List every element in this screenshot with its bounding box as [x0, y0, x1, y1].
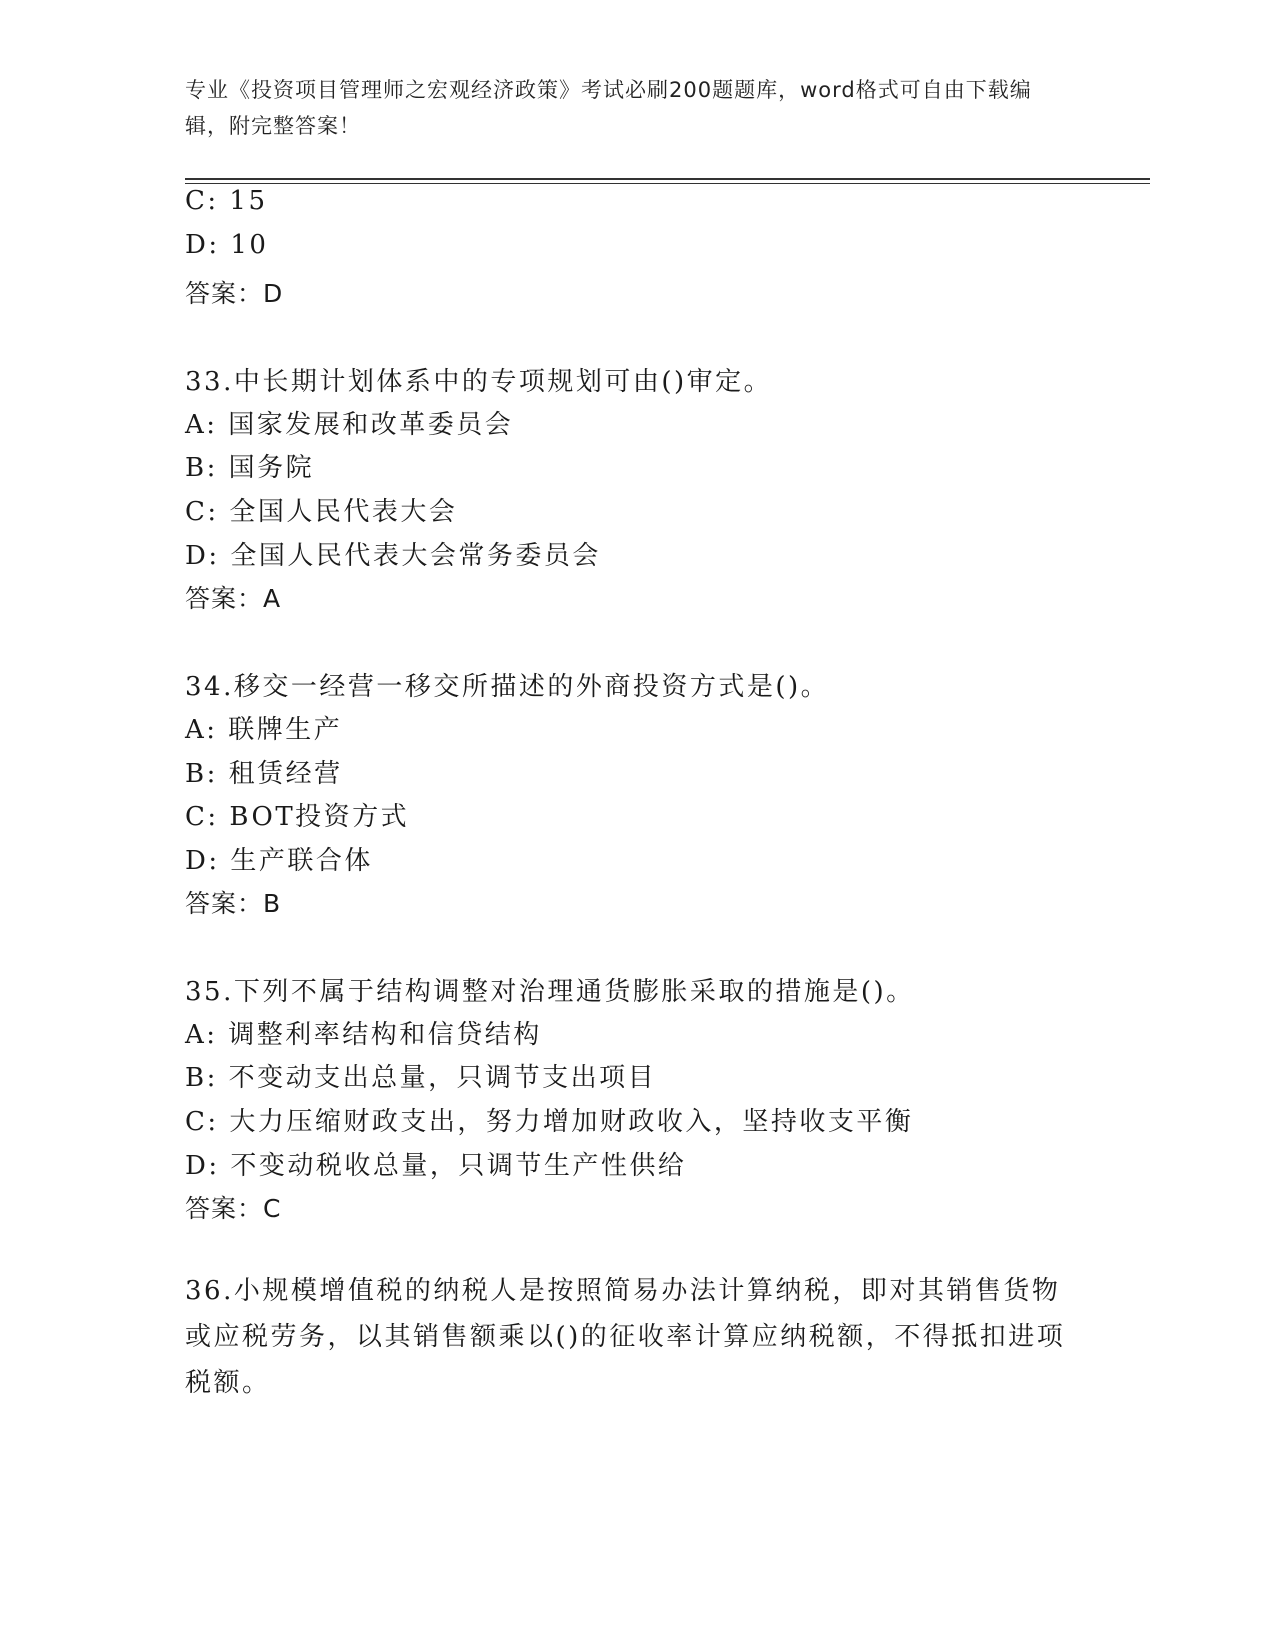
- option-b: B: 租赁经营: [185, 759, 343, 789]
- option-a: A: 调整利率结构和信贷结构: [185, 1020, 542, 1050]
- option-b: B: 不变动支出总量，只调节支出项目: [185, 1063, 657, 1093]
- answer-label: 答案：A: [185, 584, 282, 613]
- answer-label: 答案：C: [185, 1194, 282, 1223]
- question-stem: 34.移交一经营一移交所描述的外商投资方式是()。: [185, 672, 830, 702]
- option-c: C: 大力压缩财政支出，努力增加财政收入，坚持收支平衡: [185, 1107, 914, 1137]
- question-stem: 33.中长期计划体系中的专项规划可由()审定。: [185, 367, 773, 397]
- option-a: A: 联牌生产: [185, 715, 343, 745]
- answer-label: 答案：D: [185, 279, 284, 308]
- answer-label: 答案：B: [185, 889, 282, 918]
- header-rule-thin: [185, 183, 1150, 184]
- option-c: C: 全国人民代表大会: [185, 497, 458, 527]
- header-rule: [185, 178, 1150, 180]
- option-c: C: 15: [185, 186, 268, 216]
- question-stem: 36.小规模增值税的纳税人是按照简易办法计算纳税，即对其销售货物或应税劳务，以其销售额乘以()的征收率计算应纳税额，不得抵扣进项税额。: [185, 1276, 1066, 1398]
- option-d: D: 10: [185, 230, 269, 260]
- option-d: D: 全国人民代表大会常务委员会: [185, 541, 601, 571]
- document-header: 专业《投资项目管理师之宏观经济政策》考试必刷200题题库，word格式可自由下载编辑，附完整答案！: [185, 78, 1032, 138]
- question-stem: 35.下列不属于结构调整对治理通货膨胀采取的措施是()。: [185, 977, 915, 1007]
- option-a: A: 国家发展和改革委员会: [185, 410, 514, 440]
- option-b: B: 国务院: [185, 453, 315, 483]
- option-d: D: 生产联合体: [185, 846, 373, 876]
- option-d: D: 不变动税收总量，只调节生产性供给: [185, 1151, 687, 1181]
- option-c: C: BOT投资方式: [185, 802, 410, 832]
